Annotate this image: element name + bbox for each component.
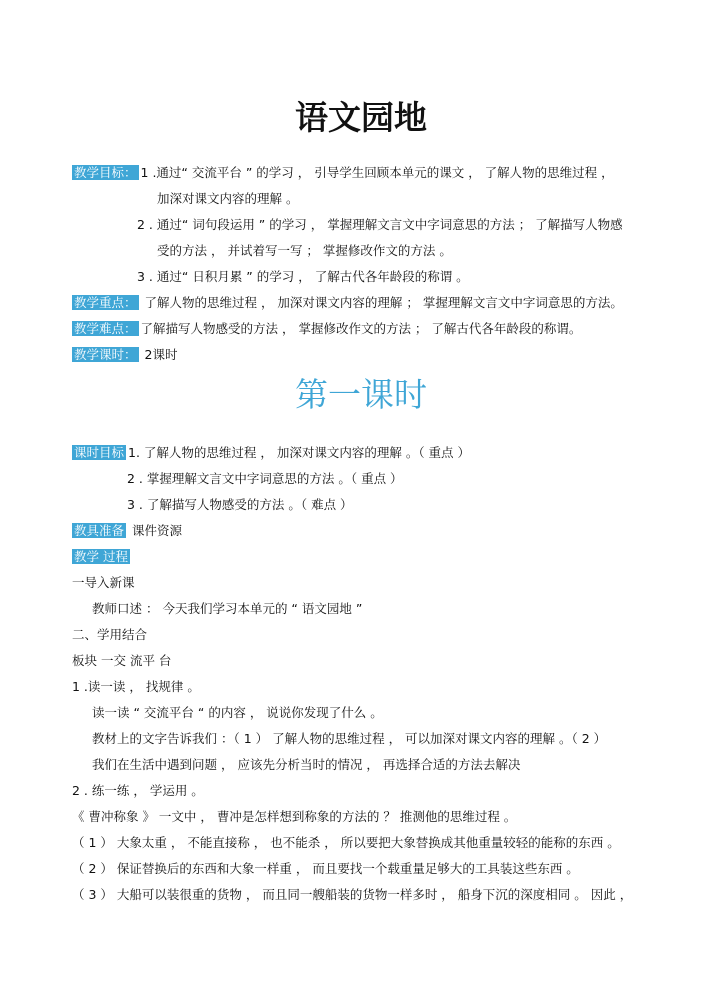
lesson-goals-line-2: 2 . 掌握理解文言文中字词意思的方法 。（ 重点 ）: [127, 471, 403, 486]
hours-line: 教学课时： 2课时: [74, 347, 178, 362]
hours-tag: 教学课时：: [74, 347, 137, 362]
teaching-goals-line-2b: 受的方法 ， 并试着写一写 ； 掌握修改作文的方法 。: [157, 243, 452, 258]
process-tag: 教学 过程: [74, 549, 128, 564]
process-line: [72, 548, 132, 566]
reason-3: （ 3 ） 大船可以装很重的货物 ， 而且同一艘船装的货物一样多时 ， 船身下沉的深度相同 。 因此 ，: [72, 887, 633, 902]
step-2: 2 . 练一练 ， 学运用 。: [72, 783, 204, 798]
step-1: 1 .读一读 ， 找规律 。: [72, 679, 200, 694]
key-points-line: 教学重点： 了解人物的思维过程 ， 加深对课文内容的理解 ； 掌握理解文言文中字词意思的方法。: [74, 295, 623, 310]
lesson-goals-tag: 课时目标: [74, 445, 125, 460]
difficulties-line: 教学难点： 了解描写人物感受的方法 ， 掌握修改作文的方法 ； 了解古代各年龄段的称谓。: [74, 321, 582, 336]
teaching-goals-tag: 教学目标：: [74, 165, 137, 180]
step-1-text-b: 教材上的文字告诉我们 ：（ 1 ） 了解人物的思维过程 ， 可以加深对课文内容的理解 。（ 2 ）: [92, 731, 607, 746]
section-block: 板块 一交 流平 台: [72, 653, 172, 668]
teaching-goals-line-1: 教学目标： 1 .通过“ 交流平台 ” 的学习 ， 引导学生回顾本单元的课文 ， 了解人物的思维过程 ，: [74, 165, 614, 180]
section-intro: 一导入新课: [72, 575, 135, 590]
materials-line: 教具准备 课件资源: [74, 523, 182, 538]
step-1-text-a: 读一读 “ 交流平台 “ 的内容 ， 说说你发现了什么 。: [92, 705, 383, 720]
teaching-goals-line-2: 2 . 通过“ 词句段运用 ” 的学习 ， 掌握理解文言文中字词意思的方法 ； 了解描写人物感: [137, 217, 623, 232]
lesson-goals-line-1: 课时目标 1. 了解人物的思维过程 ， 加深对课文内容的理解 。（ 重点 ）: [74, 445, 471, 460]
lesson-title: 第一课时: [295, 375, 427, 414]
document-title: 语文园地: [295, 98, 427, 137]
key-points-tag: 教学重点：: [74, 295, 137, 310]
difficulties-tag: 教学难点：: [74, 321, 137, 336]
teaching-goals-line-1b: 加深对课文内容的理解 。: [157, 191, 299, 206]
section-apply: 二、学用结合: [72, 627, 148, 642]
section-intro-text: 教师口述 ： 今天我们学习本单元的 “ 语文园地 ”: [92, 601, 363, 616]
reason-1: （ 1 ） 大象太重 ， 不能直接称 ， 也不能杀 ， 所以要把大象替换成其他重量较轻的能称的东西 。: [72, 835, 620, 850]
teaching-goals-line-3: 3 . 通过“ 日积月累 ” 的学习 ， 了解古代各年龄段的称谓 。: [137, 269, 469, 284]
materials-tag: 教具准备: [74, 523, 125, 538]
step-1-text-c: 我们在生活中遇到问题 ， 应该先分析当时的情况 ， 再选择合适的方法去解决: [92, 757, 521, 772]
reason-2: （ 2 ） 保证替换后的东西和大象一样重 ， 而且要找一个载重量足够大的工具装这些东西 。: [72, 861, 579, 876]
lesson-goals-line-3: 3 . 了解描写人物感受的方法 。（ 难点 ）: [127, 497, 353, 512]
step-2-text: 《 曹冲称象 》 一文中 ， 曹冲是怎样想到称象的方法的 ？ 推测他的思维过程 。: [72, 809, 517, 824]
